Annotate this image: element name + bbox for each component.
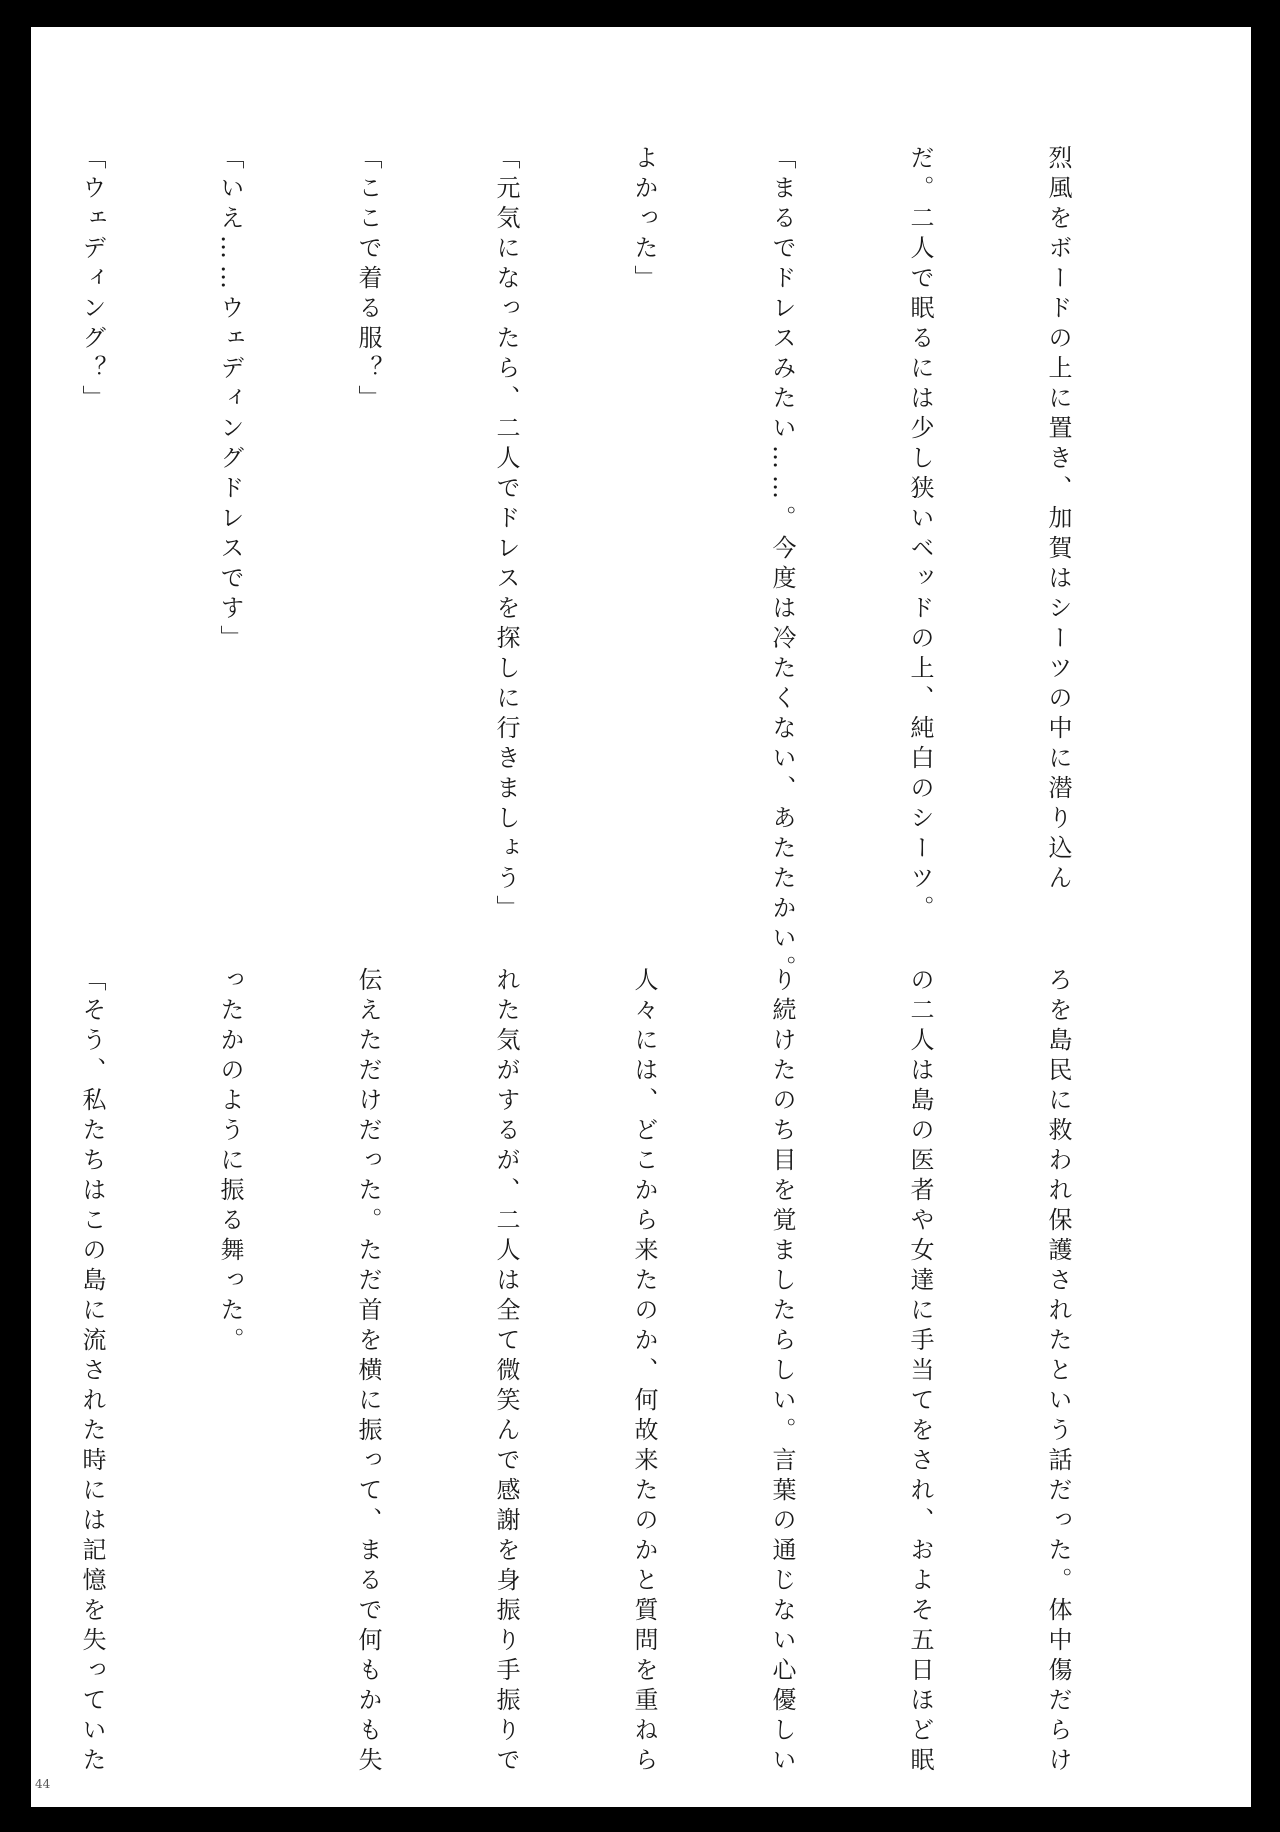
text-line: だ。二人で眠るには少し狭いベッドの上、純白のシーツ。 — [906, 145, 934, 925]
text-line: 「まるでドレスみたい……。今度は冷たくない、あたたかい。 — [768, 145, 796, 985]
lower-text-block — [31, 967, 1173, 1777]
text-line: の二人は島の医者や女達に手当てをされ、およそ五日ほど眠 — [906, 967, 934, 1777]
book-page — [31, 27, 1251, 1807]
text-line: ったかのように振る舞った。 — [216, 967, 244, 1357]
text-line: り続けたのち目を覚ましたらしい。言葉の通じない心優しい — [768, 967, 796, 1777]
text-line: 「そう、私たちはこの島に流された時には記憶を失っていた — [78, 967, 106, 1777]
upper-text-block — [31, 145, 1173, 985]
text-line: ろを島民に救われ保護されたという話だった。体中傷だらけ — [1044, 967, 1072, 1777]
text-line: 烈風をボードの上に置き、加賀はシーツの中に潜り込ん — [1044, 145, 1072, 895]
text-line: 伝えただけだった。ただ首を横に振って、まるで何もかも失 — [354, 967, 382, 1777]
text-line: 「元気になったら、二人でドレスを探しに行きましょう」 — [492, 145, 520, 925]
page-number: 44 — [35, 1777, 51, 1791]
text-line: よかった」 — [630, 145, 658, 295]
text-line: 「ウェディング？」 — [78, 145, 106, 415]
text-line: 「ここで着る服？」 — [354, 145, 382, 415]
text-line: 人々には、どこから来たのか、何故来たのかと質問を重ねら — [630, 967, 658, 1777]
text-line: 「いえ……ウェディングドレスです」 — [216, 145, 244, 655]
text-line: れた気がするが、二人は全て微笑んで感謝を身振り手振りで — [492, 967, 520, 1777]
